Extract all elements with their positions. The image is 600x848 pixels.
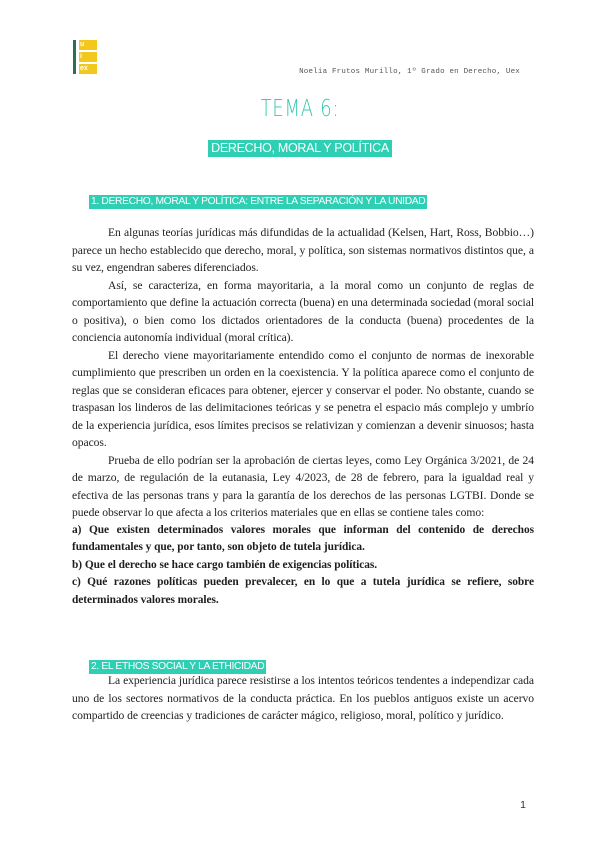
logo-bar	[73, 40, 76, 74]
section-1-heading: 1. DERECHO, MORAL Y POLÍTICA: ENTRE LA SEPARACIÓN Y LA UNIDAD	[91, 196, 426, 207]
paragraph: En algunas teorías jurídicas más difundidas de la actualidad (Kelsen, Hart, Ross, Bobbio…) parece un hecho establecido que derecho, moral, y política, son sistemas normativos distintos que, a su vez, engendran saberes diferenciados.	[72, 226, 534, 274]
paragraph: Así, se caracteriza, en forma mayoritaria, a la moral como un conjunto de reglas de comportamiento que define la actuación correcta (buena) en una determinada sociedad (moral social o positiva), o bien como los dictados orientadores de la conducta (buena) procedentes de la conciencia autonomía individual (moral crítica).	[72, 278, 534, 344]
paragraph: La experiencia jurídica parece resistirse a los intentos teóricos tendentes a independizar cada uno de los sectores normativos de la conducta práctica. En los pueblos antiguos existe un acervo compartido de creencias y tradiciones de carácter mágico, religioso, moral, político y jurídico.	[72, 674, 534, 722]
bold-point: a) Que existen determinados valores morales que informan del contenido de derechos fundamentales y que, por tanto, son objeto de tutela jurídica.	[72, 523, 534, 553]
bold-point: b) Que el derecho se hace cargo también de exigencias políticas.	[72, 558, 378, 571]
paragraph: Prueba de ello podrían ser la aprobación de ciertas leyes, como Ley Orgánica 3/2021, de 24 de marzo, de regulación de la eutanasia, Ley 4/2023, de 28 de febrero, para la igualdad real y efectiva de las personas trans y para la garantía de los derechos de las personas LGTBI. Donde se puede observar lo que afecta a los criterios materiales que en ellas se contiene tales como:	[72, 453, 534, 519]
paragraph: El derecho viene mayoritariamente entendido como el conjunto de normas de inexorable cumplimiento que prescriben un orden en la coexistencia. Y la política aparece como el conjunto de reglas que se consideran eficaces para obtener, ejercer y conservar el poder. No obstante, cuando se traspasan los linderos de las delimitaciones teóricas y se penetra el espacio más complejo y umbrío de la experiencia jurídica, esos límites precisos se relativizan y comienzan a devenir sinuosos; hasta opacos.	[72, 348, 534, 449]
university-logo	[73, 40, 99, 74]
section-1-body	[72, 224, 534, 609]
page-subtitle: DERECHO, MORAL Y POLÍTICA	[208, 140, 392, 157]
logo-text-ex: ex	[80, 65, 88, 72]
section-2-body	[72, 672, 534, 725]
bold-point: c) Qué razones políticas pueden prevalecer, en lo que a tutela jurídica se refiere, sobre determinados valores morales.	[72, 576, 534, 606]
logo-text-i: i	[80, 53, 82, 60]
page-title: TEMA 6:	[260, 96, 340, 122]
author-header: Noelia Frutos Murillo, 1º Grado en Derecho, Uex	[299, 68, 520, 76]
section-2-heading: 2. EL ETHOS SOCIAL Y LA ETHICIDAD	[91, 661, 265, 672]
page-number: 1	[520, 799, 526, 811]
logo-text-u: u	[80, 41, 85, 48]
